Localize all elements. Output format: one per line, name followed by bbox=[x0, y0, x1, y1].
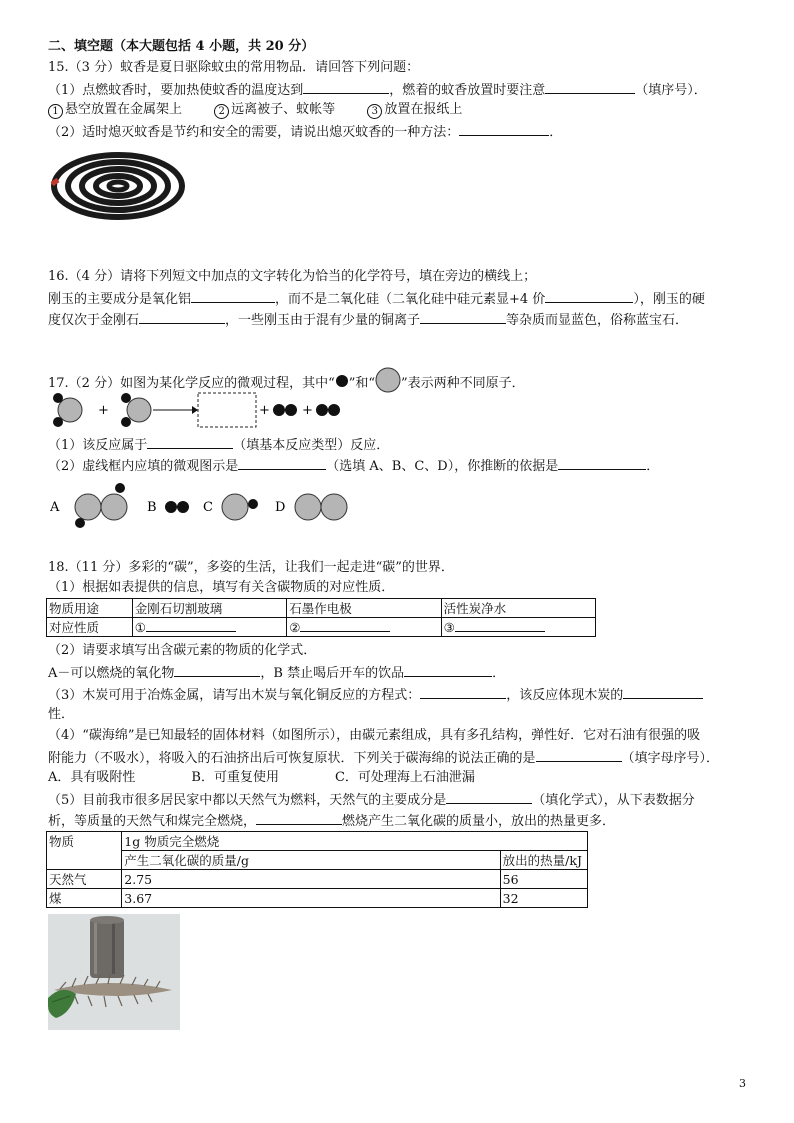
q18-text: ，该反应体现木炭的 bbox=[506, 688, 624, 703]
q18-text: ，B 禁止喝后开车的饮品 bbox=[260, 666, 405, 681]
table-cell: 石墨作电极 bbox=[287, 599, 441, 618]
table-row bbox=[47, 870, 588, 889]
q18-text: 燃烧产生二氧化碳的质量小，放出的热量更多． bbox=[342, 814, 616, 829]
reaction-diagram bbox=[46, 390, 356, 432]
q15-p2-end: ． bbox=[549, 125, 563, 140]
q18-text: （3）木炭可用于冶炼金属，请写出木炭与氧化铜反应的方程式： bbox=[48, 688, 421, 703]
carbon-sponge-photo bbox=[48, 914, 180, 1030]
answer-blank[interactable] bbox=[455, 619, 545, 632]
q16-line2 bbox=[48, 290, 705, 308]
reactant-molecule-1 bbox=[53, 393, 82, 427]
answer-blank[interactable] bbox=[300, 619, 390, 632]
table-row bbox=[47, 618, 596, 637]
circled-mark: ② bbox=[289, 620, 301, 635]
table-cell: 天然气 bbox=[47, 870, 122, 889]
q16-text: ，而不是二氧化硅（二氧化硅中硅元素显+4 价 bbox=[275, 292, 546, 307]
q18-part5-line1 bbox=[48, 791, 695, 809]
q18-option-b: B．可重复使用 bbox=[191, 770, 279, 785]
table-row bbox=[47, 832, 588, 851]
answer-blank[interactable] bbox=[238, 457, 326, 470]
plus-sign: + bbox=[98, 403, 109, 418]
q17-text: ”和“ bbox=[348, 376, 376, 391]
table-cell: 活性炭净水 bbox=[441, 599, 595, 618]
q18-part2: （2）请要求填写出含碳元素的物质的化学式． bbox=[48, 643, 317, 658]
table-cell: 对应性质 bbox=[47, 618, 133, 637]
combustion-table bbox=[46, 831, 588, 908]
table-cell: 物质用途 bbox=[47, 599, 133, 618]
q18-text: 附能力（不吸水），将吸入的石油挤出后可恢复原状．下列关于碳海绵的说法正确的是 bbox=[48, 751, 536, 766]
answer-blank[interactable] bbox=[558, 457, 646, 470]
q18-part4-line1: （4）“碳海绵”是已知最轻的固体材料（如图所示），由碳元素组成，具有多孔结构，弹性好．它对石油有很强的吸 bbox=[48, 728, 701, 743]
q18-text: （填字母序号）． bbox=[621, 751, 720, 766]
q15-option-1: 悬空放置在金属架上 bbox=[65, 102, 183, 117]
answer-blank[interactable] bbox=[256, 812, 342, 825]
q18-part3-end: 性． bbox=[48, 707, 75, 722]
answer-blank[interactable] bbox=[420, 686, 506, 699]
q17-text: （2）虚线框内应填的微观图示是 bbox=[48, 459, 239, 474]
q18-part3 bbox=[48, 686, 703, 704]
answer-blank[interactable] bbox=[174, 664, 260, 677]
plus-sign: + bbox=[302, 403, 313, 418]
q18-text: （填化学式），从下表数据分 bbox=[532, 793, 695, 808]
answer-blank[interactable] bbox=[536, 749, 622, 762]
plus-sign: + bbox=[259, 403, 270, 418]
option-a-label: A bbox=[50, 500, 60, 515]
table-header: 产生二氧化碳的质量/g bbox=[122, 851, 500, 870]
table-cell bbox=[287, 618, 441, 637]
q17-text: ． bbox=[646, 459, 660, 474]
table-row bbox=[47, 599, 596, 618]
black-atom-icon bbox=[335, 374, 349, 388]
q16-text: ，一些刚玉由于混有少量的铜离子 bbox=[225, 313, 421, 328]
circled-1: 1 bbox=[48, 104, 63, 119]
q15-part2 bbox=[48, 123, 562, 141]
circled-mark: ③ bbox=[443, 620, 455, 635]
answer-blank[interactable] bbox=[147, 436, 233, 449]
table-header: 放出的热量/kJ bbox=[500, 851, 587, 870]
q18-stem: 18.（11 分）多彩的“碳”，多姿的生活，让我们一起走进“碳”的世界． bbox=[48, 560, 454, 575]
mosquito-coil-image bbox=[46, 150, 186, 222]
table-cell: 煤 bbox=[47, 889, 122, 908]
circled-3: 3 bbox=[367, 104, 382, 119]
q17-text: 17.（2 分）如图为某化学反应的微观过程，其中“ bbox=[48, 376, 335, 391]
answer-blank[interactable] bbox=[545, 81, 635, 94]
table-cell bbox=[441, 618, 595, 637]
q18-part1: （1）根据如表提供的信息，填写有关含碳物质的对应性质． bbox=[48, 580, 395, 595]
q17-options-diagram bbox=[46, 480, 356, 530]
q17-text: （填基本反应类型）反应． bbox=[233, 438, 390, 453]
q16-text: ），刚玉的硬 bbox=[633, 292, 705, 307]
answer-blank[interactable] bbox=[191, 290, 275, 303]
q15-p1-text: （1）点燃蚊香时，要加热使蚊香的温度达到 bbox=[48, 83, 304, 98]
answer-blank[interactable] bbox=[459, 123, 549, 136]
answer-blank[interactable] bbox=[420, 311, 506, 324]
q15-options bbox=[48, 102, 462, 119]
option-b-label: B bbox=[147, 500, 157, 515]
table-cell: 金刚石切割玻璃 bbox=[132, 599, 286, 618]
option-c-label: C bbox=[203, 500, 213, 515]
q16-text: 度仅次于金刚石 bbox=[48, 313, 140, 328]
table-cell: 32 bbox=[500, 889, 587, 908]
q15-option-2: 远离被子、蚊帐等 bbox=[231, 102, 336, 117]
answer-blank[interactable] bbox=[446, 791, 532, 804]
q18-part4-line2 bbox=[48, 749, 719, 767]
circled-2: 2 bbox=[214, 104, 229, 119]
q15-option-3: 放置在报纸上 bbox=[384, 102, 463, 117]
carbon-uses-table bbox=[46, 598, 596, 637]
table-row bbox=[47, 851, 588, 870]
q17-part2 bbox=[48, 457, 659, 475]
option-d-label: D bbox=[275, 500, 286, 515]
table-header: 1g 物质完全燃烧 bbox=[122, 832, 588, 851]
answer-blank[interactable] bbox=[623, 686, 703, 699]
table-cell bbox=[132, 618, 286, 637]
q18-part4-options bbox=[48, 770, 475, 786]
answer-blank[interactable] bbox=[303, 81, 389, 94]
answer-blank[interactable] bbox=[404, 664, 492, 677]
q18-text: A－可以燃烧的氧化物 bbox=[48, 666, 175, 681]
q15-p2-text: （2）适时熄灭蚊香是节约和安全的需要，请说出熄灭蚊香的一种方法： bbox=[48, 125, 460, 140]
reactant-molecule-2 bbox=[121, 393, 151, 427]
q16-text: 等杂质而显蓝色，俗称蓝宝石． bbox=[506, 313, 689, 328]
q17-text: ”表示两种不同原子． bbox=[401, 376, 525, 391]
table-cell: 2.75 bbox=[122, 870, 500, 889]
q15-p1-text3: （填序号）． bbox=[635, 83, 707, 98]
q17-part1 bbox=[48, 436, 389, 454]
q18-text: 析，等质量的天然气和煤完全燃烧， bbox=[48, 814, 257, 829]
q18-part2-ab bbox=[48, 664, 505, 682]
q18-text: （5）目前我市很多居民家中都以天然气为燃料，天然气的主要成分是 bbox=[48, 793, 447, 808]
q15-p1-text2: ，燃着的蚊香放置时要注意 bbox=[389, 83, 546, 98]
table-cell: 56 bbox=[500, 870, 587, 889]
arrow-icon bbox=[192, 406, 198, 414]
q15-stem: 15.（3 分）蚊香是夏日驱除蚊虫的常用物品．请回答下列问题： bbox=[48, 60, 420, 75]
answer-blank[interactable] bbox=[146, 619, 236, 632]
table-cell: 3.67 bbox=[122, 889, 500, 908]
q16-text: 刚玉的主要成分是氧化铝 bbox=[48, 292, 192, 307]
q15-part1 bbox=[48, 81, 707, 99]
circled-mark: ① bbox=[134, 620, 146, 635]
section-title: 二、填空题（本大题包括 4 小题，共 20 分） bbox=[48, 39, 315, 54]
q17-text: （选填 A、B、C、D），你推断的依据是 bbox=[326, 459, 559, 474]
table-row bbox=[47, 889, 588, 908]
q17-text: （1）该反应属于 bbox=[48, 438, 148, 453]
table-header: 物质 bbox=[47, 832, 122, 870]
answer-blank[interactable] bbox=[545, 290, 633, 303]
q18-text: ． bbox=[492, 666, 506, 681]
page-number: 3 bbox=[739, 1077, 746, 1090]
q18-option-a: A．具有吸附性 bbox=[48, 770, 136, 785]
q18-option-c: C．可处理海上石油泄漏 bbox=[334, 770, 475, 785]
q16-line1: 16.（4 分）请将下列短文中加点的文字转化为恰当的化学符号，填在旁边的横线上； bbox=[48, 269, 537, 284]
answer-blank[interactable] bbox=[139, 311, 225, 324]
gray-atom-icon bbox=[375, 367, 401, 393]
q16-line3 bbox=[48, 311, 688, 329]
q18-part5-line2 bbox=[48, 812, 615, 830]
dashed-box bbox=[198, 393, 256, 427]
